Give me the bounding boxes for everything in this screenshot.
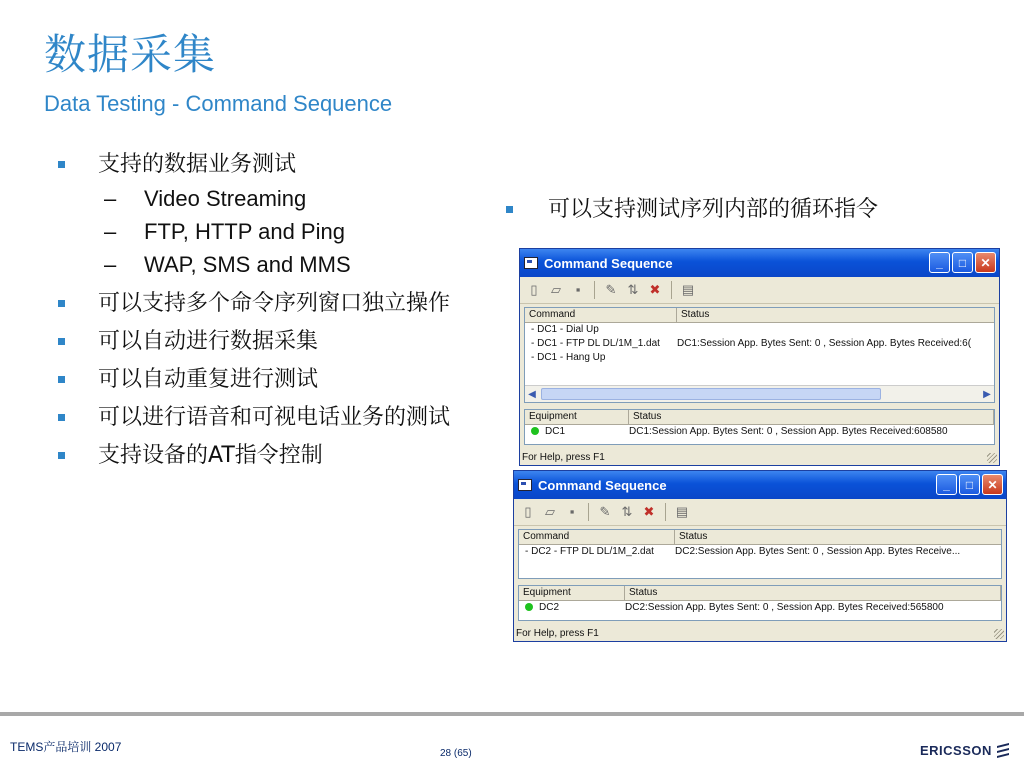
equipment-row[interactable] [525, 425, 994, 439]
horizontal-scrollbar[interactable] [525, 385, 994, 402]
ericsson-mark-icon [996, 742, 1010, 758]
maximize-button[interactable]: □ [952, 252, 973, 273]
bullet-item [58, 441, 498, 471]
resize-grip-icon[interactable] [987, 453, 997, 463]
save-icon[interactable]: ▪ [575, 282, 581, 297]
command-row[interactable]: - DC1 - Hang Up [531, 352, 606, 363]
resize-grip-icon[interactable] [994, 629, 1004, 639]
bullet-square-icon [58, 452, 65, 459]
logo-text: ERICSSON [920, 742, 992, 758]
equipment-list-header [525, 410, 994, 425]
close-button[interactable]: ✕ [975, 252, 996, 273]
open-folder-icon[interactable]: ▱ [545, 504, 555, 519]
equipment-name: DC1 [545, 426, 566, 437]
command-list-header [519, 530, 1001, 545]
sub-bullet-list [98, 182, 498, 281]
slide-title-cn: 数据采集 [44, 30, 217, 79]
toolbar-separator [671, 281, 672, 299]
column-header-command[interactable]: Command [525, 308, 677, 322]
right-bullet-item [506, 195, 878, 225]
command-sequence-window-1[interactable] [519, 248, 1000, 466]
page-number: 28 (65) [440, 748, 472, 759]
bullet-item [58, 150, 498, 281]
window-titlebar[interactable] [520, 249, 999, 277]
toolbar-separator [588, 503, 589, 521]
command-name: DC1 - FTP DL DL/1M_1.dat [537, 338, 660, 349]
status-bar-text: For Help, press F1 [522, 452, 605, 463]
bullet-square-icon [58, 161, 65, 168]
bullet-square-icon [58, 414, 65, 421]
equipment-row[interactable] [519, 601, 1001, 615]
sub-bullet-item [98, 248, 498, 281]
connected-status-icon [531, 427, 539, 435]
toolbar [520, 277, 999, 304]
delete-icon[interactable]: ✖ [649, 282, 661, 297]
new-file-icon[interactable]: ▯ [524, 504, 532, 519]
command-list-header [525, 308, 994, 323]
sub-bullet-item [98, 182, 498, 215]
command-status: DC2:Session App. Bytes Sent: 0 , Session App. Bytes Receive... [675, 546, 961, 557]
sub-bullet-item [98, 215, 498, 248]
column-header-status[interactable]: Status [679, 531, 708, 542]
footer-divider [0, 712, 1024, 716]
command-row[interactable]: - DC1 - FTP DL DL/1M_1.dat DC1:Session App. Bytes Sent: 0 , Session App. Bytes Received:6( [531, 338, 972, 349]
command-name: DC1 - Hang Up [537, 352, 606, 363]
bullet-text: 可以支持测试序列内部的循环指令 [548, 197, 879, 222]
dash-icon: – [104, 219, 117, 244]
bullet-square-icon [58, 300, 65, 307]
bullet-text: 可以支持多个命令序列窗口独立操作 [98, 291, 451, 316]
dash-icon: – [104, 252, 117, 277]
bullet-item [58, 365, 498, 395]
toolbar [514, 499, 1006, 526]
minimize-button[interactable]: _ [936, 474, 957, 495]
slide-title-en: Data Testing - Command Sequence [44, 91, 393, 116]
open-folder-icon[interactable]: ▱ [551, 282, 561, 297]
equipment-status: DC2:Session App. Bytes Sent: 0 , Session App. Bytes Received:565800 [625, 602, 944, 613]
sub-bullet-text: Video Streaming [144, 186, 307, 211]
bullet-item [58, 403, 498, 433]
edit-icon[interactable]: ✎ [605, 282, 617, 297]
new-file-icon[interactable]: ▯ [530, 282, 538, 297]
app-window-icon [524, 257, 538, 269]
command-list[interactable] [524, 307, 995, 403]
equipment-list[interactable] [518, 585, 1002, 621]
sort-icon[interactable]: ⇅ [621, 504, 633, 519]
delete-icon[interactable]: ✖ [643, 504, 655, 519]
column-header-equipment[interactable]: Equipment [525, 410, 629, 424]
equipment-list[interactable] [524, 409, 995, 445]
window-title: Command Sequence [538, 477, 667, 493]
footer-course-label: TEMS产品培训 2007 [10, 740, 122, 754]
properties-icon[interactable]: ▤ [675, 504, 689, 519]
ericsson-logo [920, 742, 1010, 758]
command-status: DC1:Session App. Bytes Sent: 0 , Session App. Bytes Received:6( [677, 338, 972, 349]
toolbar-separator [594, 281, 595, 299]
command-name: DC1 - Dial Up [537, 324, 599, 335]
sub-bullet-text: FTP, HTTP and Ping [144, 219, 345, 244]
close-button[interactable]: ✕ [982, 474, 1003, 495]
bullet-square-icon [58, 376, 65, 383]
bullet-item [58, 327, 498, 357]
command-list[interactable] [518, 529, 1002, 579]
app-window-icon [518, 479, 532, 491]
window-titlebar[interactable] [514, 471, 1006, 499]
bullet-list [58, 150, 498, 479]
maximize-button[interactable]: □ [959, 474, 980, 495]
save-icon[interactable]: ▪ [569, 504, 575, 519]
edit-icon[interactable]: ✎ [599, 504, 611, 519]
bullet-text: 支持设备的AT指令控制 [98, 443, 323, 468]
command-row[interactable]: - DC1 - Dial Up [531, 324, 599, 335]
sub-bullet-text: WAP, SMS and MMS [144, 252, 351, 277]
column-header-command[interactable]: Command [519, 530, 675, 544]
bullet-text: 可以进行语音和可视电话业务的测试 [98, 405, 451, 430]
sort-icon[interactable]: ⇅ [627, 282, 639, 297]
toolbar-separator [665, 503, 666, 521]
bullet-text: 可以自动进行数据采集 [98, 329, 319, 354]
command-name: DC2 - FTP DL DL/1M_2.dat [531, 546, 654, 557]
bullet-text: 可以自动重复进行测试 [98, 367, 319, 392]
column-header-status[interactable]: Status [681, 309, 710, 320]
equipment-name: DC2 [539, 602, 560, 613]
command-sequence-window-2[interactable] [513, 470, 1007, 642]
column-header-equipment[interactable]: Equipment [519, 586, 625, 600]
bullet-square-icon [58, 338, 65, 345]
column-header-status[interactable]: Status [629, 410, 994, 424]
minimize-button[interactable]: _ [929, 252, 950, 273]
bullet-item [58, 289, 498, 319]
equipment-status: DC1:Session App. Bytes Sent: 0 , Session App. Bytes Received:608580 [629, 426, 948, 437]
bullet-square-icon [506, 206, 513, 213]
command-row[interactable]: - DC2 - FTP DL DL/1M_2.dat DC2:Session App. Bytes Sent: 0 , Session App. Bytes Receive... [525, 546, 961, 557]
properties-icon[interactable]: ▤ [681, 282, 695, 297]
scrollbar-thumb[interactable] [541, 388, 881, 400]
equipment-list-header [519, 586, 1001, 601]
window-title: Command Sequence [544, 255, 673, 271]
scroll-left-icon[interactable]: ◀ [528, 388, 536, 400]
column-header-status[interactable]: Status [625, 586, 1001, 600]
scroll-right-icon[interactable]: ▶ [983, 388, 991, 400]
status-bar-text: For Help, press F1 [516, 628, 599, 639]
bullet-text: 支持的数据业务测试 [98, 152, 297, 177]
dash-icon: – [104, 186, 117, 211]
connected-status-icon [525, 603, 533, 611]
